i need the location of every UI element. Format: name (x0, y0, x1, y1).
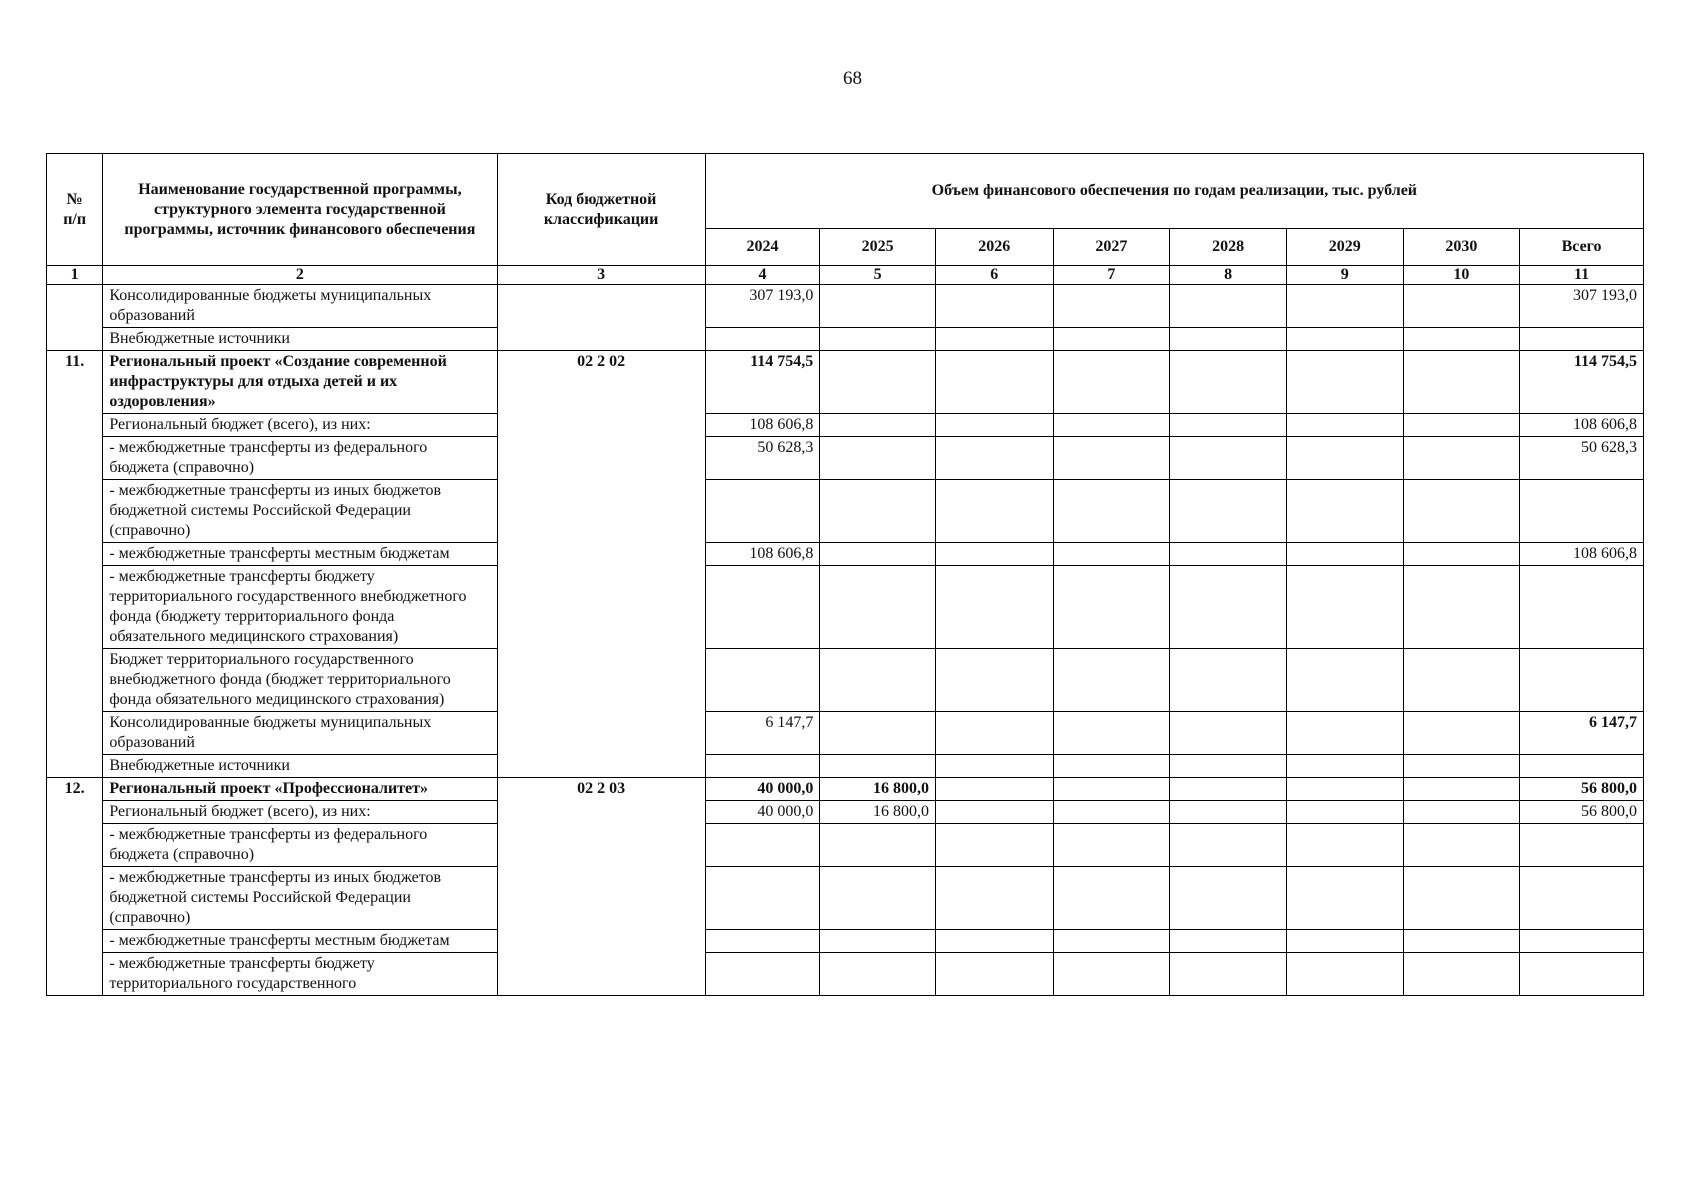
table-row (47, 801, 1644, 824)
table-row (47, 285, 1644, 328)
row-name: Бюджет территориального государственного внебюджетного фонда (бюджет территориального фонда обязательного медицинского страхования) (103, 649, 497, 712)
year-value (1170, 414, 1287, 437)
year-value (820, 953, 936, 996)
header-year: 2024 (705, 229, 820, 266)
header-year: 2025 (820, 229, 936, 266)
year-value (1170, 778, 1287, 801)
year-value (820, 414, 936, 437)
row-name: - межбюджетные трансферты бюджету территориального государственного (103, 953, 497, 996)
year-value: 108 606,8 (705, 543, 820, 566)
year-value (820, 824, 936, 867)
year-value (935, 755, 1053, 778)
total-value (1520, 328, 1644, 351)
row-name: Региональный проект «Профессионалитет» (103, 778, 497, 801)
budget-code: 02 2 03 (497, 778, 705, 801)
column-number: 7 (1053, 266, 1170, 285)
year-value (1053, 351, 1170, 414)
budget-table (46, 153, 1644, 996)
total-value: 6 147,7 (1520, 712, 1644, 755)
year-value (935, 351, 1053, 414)
row-number (47, 755, 103, 778)
year-value (1053, 480, 1170, 543)
year-value (935, 649, 1053, 712)
row-name: - межбюджетные трансферты из федерального бюджета (справочно) (103, 437, 497, 480)
year-value: 40 000,0 (705, 778, 820, 801)
budget-code (497, 712, 705, 755)
year-value (1053, 953, 1170, 996)
header-num: № п/п (47, 154, 103, 266)
table-row (47, 930, 1644, 953)
year-value (1403, 414, 1520, 437)
year-value (935, 566, 1053, 649)
row-name: Консолидированные бюджеты муниципальных образований (103, 285, 497, 328)
year-value (1053, 755, 1170, 778)
year-value: 114 754,5 (705, 351, 820, 414)
table-row (47, 543, 1644, 566)
year-value (1170, 801, 1287, 824)
row-number (47, 566, 103, 649)
header-year: 2026 (935, 229, 1053, 266)
year-value (1403, 437, 1520, 480)
year-value (1286, 543, 1403, 566)
total-value (1520, 867, 1644, 930)
year-value (1170, 867, 1287, 930)
year-value (1286, 437, 1403, 480)
row-number: 12. (47, 778, 103, 801)
year-value (1170, 755, 1287, 778)
table-row (47, 351, 1644, 414)
year-value: 16 800,0 (820, 778, 936, 801)
year-value (935, 801, 1053, 824)
table-row (47, 414, 1644, 437)
year-value (820, 755, 936, 778)
header-name: Наименование государственной программы, структурного элемента государственной программы, источник финансового обеспечения (103, 154, 497, 266)
year-value (1053, 285, 1170, 328)
year-value (1286, 712, 1403, 755)
table-row (47, 649, 1644, 712)
year-value (935, 437, 1053, 480)
year-value: 307 193,0 (705, 285, 820, 328)
year-value (1170, 285, 1287, 328)
row-number (47, 824, 103, 867)
year-value (1286, 285, 1403, 328)
year-value (705, 649, 820, 712)
year-value (1170, 480, 1287, 543)
year-value (1053, 328, 1170, 351)
total-value: 108 606,8 (1520, 543, 1644, 566)
table-row (47, 566, 1644, 649)
year-value (1286, 351, 1403, 414)
budget-code (497, 480, 705, 543)
year-value (1286, 566, 1403, 649)
header-year: 2030 (1403, 229, 1520, 266)
row-number (47, 437, 103, 480)
budget-code (497, 566, 705, 649)
year-value (1286, 414, 1403, 437)
total-value (1520, 930, 1644, 953)
budget-code (497, 755, 705, 778)
budget-code (497, 801, 705, 824)
year-value (935, 414, 1053, 437)
year-value (1403, 755, 1520, 778)
budget-code (497, 930, 705, 953)
year-value: 16 800,0 (820, 801, 936, 824)
header-total: Всего (1520, 229, 1644, 266)
year-value (1170, 930, 1287, 953)
total-value: 56 800,0 (1520, 778, 1644, 801)
year-value (1403, 867, 1520, 930)
year-value (1053, 801, 1170, 824)
row-name: - межбюджетные трансферты местным бюджетам (103, 543, 497, 566)
year-value (1286, 328, 1403, 351)
budget-code (497, 824, 705, 867)
year-value (935, 824, 1053, 867)
year-value (1053, 867, 1170, 930)
header-year: 2027 (1053, 229, 1170, 266)
table-row (47, 755, 1644, 778)
year-value (1053, 778, 1170, 801)
row-number (47, 480, 103, 543)
year-value (935, 712, 1053, 755)
table-row (47, 480, 1644, 543)
year-value (1170, 437, 1287, 480)
year-value (820, 351, 936, 414)
budget-code (497, 437, 705, 480)
year-value (1286, 824, 1403, 867)
year-value (1053, 414, 1170, 437)
year-value (1403, 566, 1520, 649)
year-value (1286, 867, 1403, 930)
year-value (820, 649, 936, 712)
column-number: 5 (820, 266, 936, 285)
year-value (1403, 801, 1520, 824)
year-value (1053, 437, 1170, 480)
year-value (705, 867, 820, 930)
year-value (1403, 480, 1520, 543)
row-name: Внебюджетные источники (103, 328, 497, 351)
year-value (820, 285, 936, 328)
year-value (820, 566, 936, 649)
column-number: 8 (1170, 266, 1287, 285)
table-row (47, 778, 1644, 801)
year-value (1170, 649, 1287, 712)
year-value (1286, 801, 1403, 824)
budget-code (497, 867, 705, 930)
year-value (1403, 712, 1520, 755)
year-value (1170, 566, 1287, 649)
row-name: Внебюджетные источники (103, 755, 497, 778)
year-value (1403, 930, 1520, 953)
year-value (935, 480, 1053, 543)
year-value (1403, 543, 1520, 566)
row-name: - межбюджетные трансферты местным бюджетам (103, 930, 497, 953)
year-value (1170, 953, 1287, 996)
row-number (47, 712, 103, 755)
total-value (1520, 755, 1644, 778)
year-value (1170, 351, 1287, 414)
year-value (705, 824, 820, 867)
table-row (47, 824, 1644, 867)
total-value: 50 628,3 (1520, 437, 1644, 480)
year-value (935, 867, 1053, 930)
year-value (1170, 824, 1287, 867)
header-year: 2029 (1286, 229, 1403, 266)
year-value (820, 712, 936, 755)
year-value (1286, 778, 1403, 801)
table-row (47, 712, 1644, 755)
year-value (1403, 285, 1520, 328)
year-value (935, 543, 1053, 566)
row-number (47, 930, 103, 953)
budget-code (497, 953, 705, 996)
header-year: 2028 (1170, 229, 1287, 266)
year-value (705, 755, 820, 778)
year-value (1170, 712, 1287, 755)
row-name: Региональный бюджет (всего), из них: (103, 801, 497, 824)
row-name: - межбюджетные трансферты бюджету территориального государственного внебюджетного фонда (бюджету территориального фонда обязательного медицинского страхования) (103, 566, 497, 649)
column-number: 1 (47, 266, 103, 285)
budget-code (497, 285, 705, 328)
budget-code (497, 328, 705, 351)
budget-code: 02 2 02 (497, 351, 705, 414)
row-number: 11. (47, 351, 103, 414)
header-volume: Объем финансового обеспечения по годам реализации, тыс. рублей (705, 154, 1643, 229)
year-value (1286, 649, 1403, 712)
budget-code (497, 543, 705, 566)
row-number (47, 328, 103, 351)
year-value (935, 778, 1053, 801)
column-number: 4 (705, 266, 820, 285)
total-value (1520, 566, 1644, 649)
row-number (47, 649, 103, 712)
year-value (1403, 953, 1520, 996)
column-number: 10 (1403, 266, 1520, 285)
total-value (1520, 824, 1644, 867)
total-value: 108 606,8 (1520, 414, 1644, 437)
row-name: Консолидированные бюджеты муниципальных образований (103, 712, 497, 755)
page-number: 68 (843, 68, 862, 89)
year-value (935, 953, 1053, 996)
year-value (705, 480, 820, 543)
year-value (820, 480, 936, 543)
row-name: - межбюджетные трансферты из иных бюджетов бюджетной системы Российской Федерации (справочно) (103, 867, 497, 930)
year-value (935, 285, 1053, 328)
table-row (47, 328, 1644, 351)
year-value (935, 328, 1053, 351)
year-value (820, 437, 936, 480)
row-name: Региональный бюджет (всего), из них: (103, 414, 497, 437)
table-row (47, 953, 1644, 996)
year-value (1170, 328, 1287, 351)
total-value: 56 800,0 (1520, 801, 1644, 824)
year-value (1403, 351, 1520, 414)
column-number: 6 (935, 266, 1053, 285)
row-number (47, 543, 103, 566)
row-name: Региональный проект «Создание современной инфраструктуры для отдыха детей и их оздоровления» (103, 351, 497, 414)
budget-code (497, 649, 705, 712)
total-value (1520, 953, 1644, 996)
year-value (1053, 712, 1170, 755)
year-value (1403, 328, 1520, 351)
column-numbers-row (47, 266, 1644, 285)
column-number: 2 (103, 266, 497, 285)
row-number (47, 285, 103, 328)
year-value (1286, 755, 1403, 778)
year-value: 108 606,8 (705, 414, 820, 437)
year-value (820, 328, 936, 351)
year-value (1286, 930, 1403, 953)
year-value: 6 147,7 (705, 712, 820, 755)
year-value (820, 930, 936, 953)
year-value (1286, 480, 1403, 543)
table-row (47, 437, 1644, 480)
column-number: 11 (1520, 266, 1644, 285)
year-value: 50 628,3 (705, 437, 820, 480)
year-value (1170, 543, 1287, 566)
row-name: - межбюджетные трансферты из федерального бюджета (справочно) (103, 824, 497, 867)
column-number: 9 (1286, 266, 1403, 285)
year-value (1053, 930, 1170, 953)
row-number (47, 953, 103, 996)
row-number (47, 867, 103, 930)
year-value (1403, 824, 1520, 867)
year-value (705, 930, 820, 953)
year-value (705, 566, 820, 649)
year-value (1286, 953, 1403, 996)
table-row (47, 867, 1644, 930)
year-value (1053, 566, 1170, 649)
year-value (1053, 543, 1170, 566)
column-number: 3 (497, 266, 705, 285)
header-code: Код бюджетной классификации (497, 154, 705, 266)
year-value (820, 543, 936, 566)
year-value (1403, 778, 1520, 801)
year-value (1053, 824, 1170, 867)
total-value (1520, 649, 1644, 712)
year-value (1053, 649, 1170, 712)
year-value (1403, 649, 1520, 712)
year-value (705, 953, 820, 996)
budget-code (497, 414, 705, 437)
row-name: - межбюджетные трансферты из иных бюджетов бюджетной системы Российской Федерации (справочно) (103, 480, 497, 543)
year-value (935, 930, 1053, 953)
year-value (705, 328, 820, 351)
row-number (47, 801, 103, 824)
year-value (820, 867, 936, 930)
row-number (47, 414, 103, 437)
year-value: 40 000,0 (705, 801, 820, 824)
total-value (1520, 480, 1644, 543)
total-value: 307 193,0 (1520, 285, 1644, 328)
total-value: 114 754,5 (1520, 351, 1644, 414)
